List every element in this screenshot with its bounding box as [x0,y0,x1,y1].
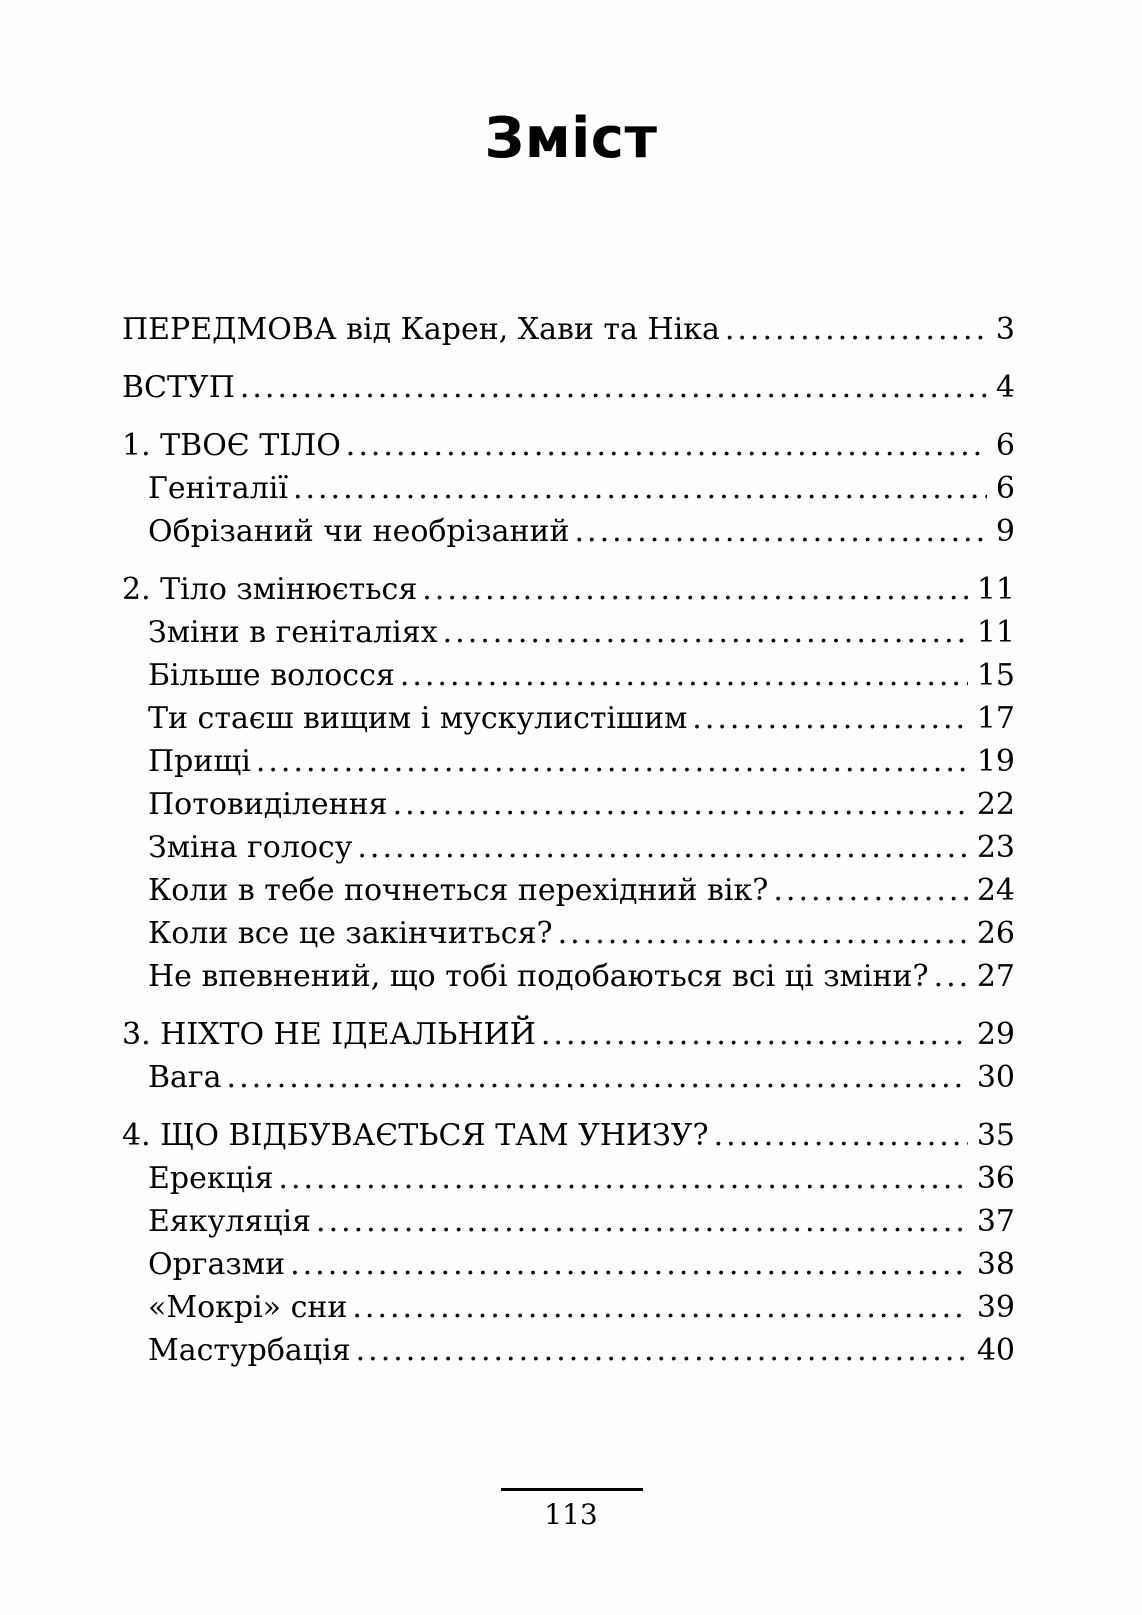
toc-entry-page: 11 [976,572,1015,607]
toc-entry [122,1286,1015,1329]
toc-leader-dots [575,510,987,553]
toc-entry [122,869,1015,912]
footer-divider-line [501,1488,643,1491]
toc-entry-label: Обрізаний чи необрізаний [148,514,570,549]
toc-leader-dots [558,912,968,955]
toc-entry-label: Ти стаєш вищим і мускулистішим [148,701,688,736]
page-number: 113 [544,1498,598,1531]
toc-entry-label: ВСТУП [122,370,235,405]
toc-leader-dots [541,1013,968,1056]
toc-leader-dots [443,611,968,654]
toc-entry-page: 3 [995,312,1015,347]
toc-leader-dots [400,654,968,697]
toc-entry-label: Ерекція [148,1161,274,1196]
toc-entry-page: 38 [976,1247,1015,1282]
toc-entry-label: 4. ЩО ВІДБУВАЄТЬСЯ ТАМ УНИЗУ? [122,1118,709,1153]
toc-entry-label: Зміни в геніталіях [148,615,438,650]
toc-entry [122,467,1015,510]
toc-entry-page: 40 [976,1333,1015,1368]
toc-leader-dots [773,869,967,912]
toc-leader-dots [256,740,968,783]
toc-leader-dots [352,1286,967,1329]
toc-entry [122,955,1015,998]
toc-entry [122,1243,1015,1286]
toc-entry-page: 29 [976,1017,1015,1052]
toc-entry-label: 3. НІХТО НЕ ІДЕАЛЬНИЙ [122,1017,536,1052]
toc-entry-label: Еякуляція [148,1204,312,1239]
toc-leader-dots [422,568,968,611]
toc-entry-page: 36 [976,1161,1015,1196]
toc-entry-label: Вага [148,1060,222,1095]
toc-entry-page: 11 [976,615,1015,650]
toc-entry [122,1114,1015,1157]
toc-leader-dots [356,1329,968,1372]
toc-entry [122,826,1015,869]
toc-leader-dots [240,366,987,409]
toc-leader-dots [692,697,968,740]
toc-leader-dots [725,308,987,351]
toc-entry-label: Більше волосся [148,658,395,693]
toc-entry-label: Зміна голосу [148,830,353,865]
toc-leader-dots [934,955,968,998]
toc-leader-dots [293,467,987,510]
toc-entry-page: 24 [976,873,1015,908]
toc-entry-label: Потовиділення [148,787,388,822]
toc-entry [122,1013,1015,1056]
toc-entry-label: Оргазми [148,1247,286,1282]
toc-entry [122,654,1015,697]
toc-entry-page: 30 [976,1060,1015,1095]
toc-entry-label: Коли в тебе почнеться перехідний вік? [148,873,769,908]
toc-leader-dots [346,424,987,467]
toc-entry-page: 4 [995,370,1015,405]
table-of-contents [122,308,1015,1372]
toc-entry-label: Геніталії [148,471,288,506]
toc-entry [122,366,1015,409]
toc-entry [122,611,1015,654]
toc-entry-label: 2. Тіло змінюється [122,572,418,607]
toc-entry-page: 6 [995,471,1015,506]
toc-entry-label: Мастурбація [148,1333,351,1368]
toc-leader-dots [714,1114,968,1157]
toc-entry [122,510,1015,553]
toc-leader-dots [393,783,968,826]
toc-leader-dots [290,1243,968,1286]
toc-entry-page: 15 [976,658,1015,693]
toc-entry-page: 35 [976,1118,1015,1153]
toc-entry-page: 26 [976,916,1015,951]
toc-entry [122,1200,1015,1243]
toc-entry [122,424,1015,467]
toc-entry-label: «Мокрі» сни [148,1290,348,1325]
toc-leader-dots [357,826,967,869]
toc-entry [122,1329,1015,1372]
toc-leader-dots [227,1056,968,1099]
toc-entry [122,308,1015,351]
toc-entry-page: 17 [976,701,1015,736]
toc-entry-label: 1. ТВОЄ ТІЛО [122,428,341,463]
toc-entry-page: 23 [976,830,1015,865]
toc-entry [122,912,1015,955]
toc-entry-page: 19 [976,744,1015,779]
toc-entry-page: 39 [976,1290,1015,1325]
toc-entry-label: Не впевнений, що тобі подобаються всі ці зміни? [148,959,929,994]
toc-entry-page: 9 [995,514,1015,549]
toc-entry [122,1157,1015,1200]
toc-entry-page: 27 [976,959,1015,994]
toc-entry [122,1056,1015,1099]
toc-entry-page: 6 [995,428,1015,463]
toc-entry-page: 37 [976,1204,1015,1239]
toc-entry-label: ПЕРЕДМОВА від Карен, Хави та Ніка [122,312,720,347]
toc-entry [122,783,1015,826]
page-title: Зміст [484,106,658,171]
toc-entry [122,568,1015,611]
toc-entry-page: 22 [976,787,1015,822]
toc-entry [122,697,1015,740]
toc-leader-dots [316,1200,968,1243]
toc-entry [122,740,1015,783]
toc-leader-dots [278,1157,967,1200]
toc-entry-label: Коли все це закінчиться? [148,916,553,951]
toc-entry-label: Прищі [148,744,251,779]
